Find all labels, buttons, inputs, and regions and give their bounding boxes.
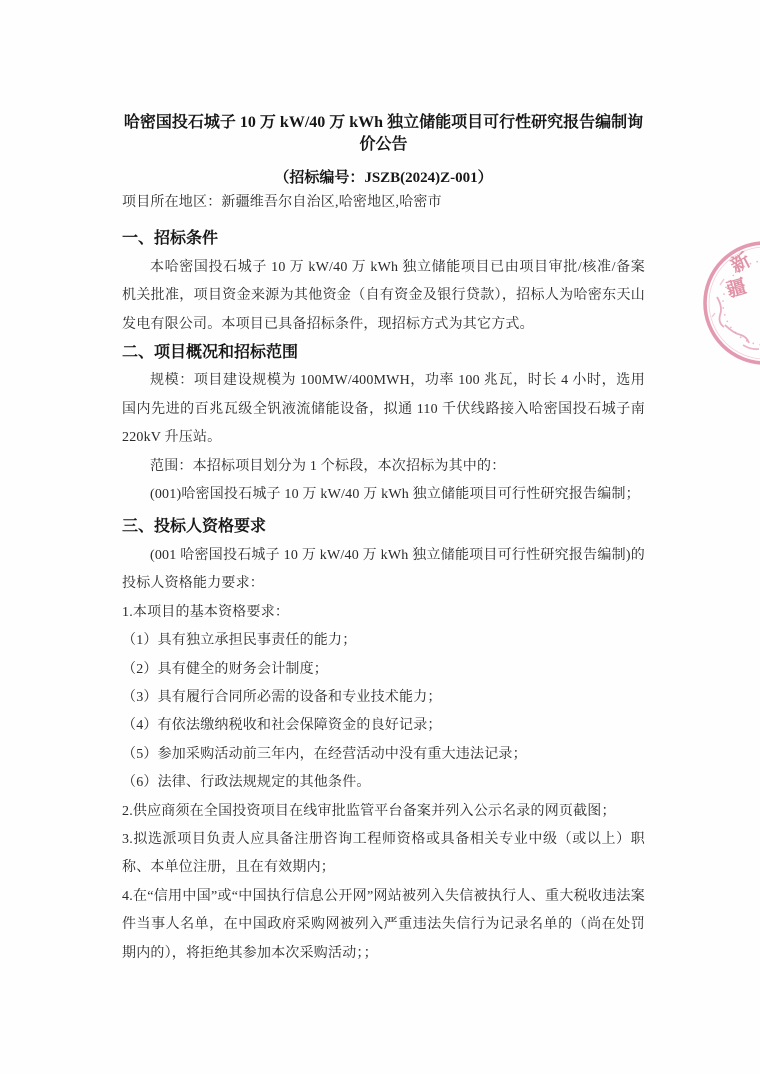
requirement-clause-2: 2.供应商须在全国投资项目在线审批监管平台备案并列入公示名录的网页截图； xyxy=(122,803,616,819)
requirement-item-3: （3）具有履行合同所必需的设备和专业技术能力； xyxy=(122,689,442,705)
requirement-item-1: （1）具有独立承担民事责任的能力； xyxy=(122,633,357,649)
section1-paragraph: 本哈密国投石城子 10 万 kW/40 万 kWh 独立储能项目已由项目审批/核准/备案机关批准，项目资金来源为其他资金（自有资金及银行贷款），招标人为哈密东天山发电有限公司。本项目已具备招标条件，现招标方式为其它方式。 xyxy=(122,259,645,332)
requirement-item-4: （4）有依法缴纳税收和社会保障资金的良好记录； xyxy=(122,718,442,734)
seal-char-1: 新 xyxy=(727,249,755,278)
requirement-clause-4: 4.在“信用中国”或“中国执行信息公开网”网站被列入失信被执行人、重大税收违法案件当事人名单，在中国政府采购网被列入严重违法失信行为记录名单的（尚在处罚期内的），将拒绝其参加本次采购活动；； xyxy=(122,888,645,961)
project-location-line: 项目所在地区：新疆维吾尔自治区,哈密地区,哈密市 xyxy=(122,195,442,210)
lot-001-paragraph: (001)哈密国投石城子 10 万 kW/40 万 kWh 独立储能项目可行性研究报告编制； xyxy=(150,487,640,503)
seal-char-2: 疆 xyxy=(724,276,749,302)
document-body xyxy=(122,112,645,968)
requirement-item-2: （2）具有健全的财务会计制度； xyxy=(122,661,328,677)
requirement-clause-3: 3.拟选派项目负责人应具备注册咨询工程师资格或具备相关专业中级（或以上）职称、本单位注册，且在有效期内； xyxy=(122,831,645,876)
scope-paragraph: 范围：本招标项目划分为 1 个标段，本次招标为其中的： xyxy=(150,458,506,474)
qualification-intro-paragraph: (001 哈密国投石城子 10 万 kW/40 万 kWh 独立储能项目可行性研究报告编制)的投标人资格能力要求： xyxy=(122,547,645,592)
requirement-item-5: （5）参加采购活动前三年内，在经营活动中没有重大违法记录； xyxy=(122,746,527,762)
scale-paragraph: 规模：项目建设规模为 100MW/400MWH，功率 100 兆瓦，时长 4 小时，选用国内先进的百兆瓦级全钒液流储能设备，拟通 110 千伏线路接入哈密国投石城子南 220kV 升压站。 xyxy=(122,373,645,446)
seal-graphics xyxy=(705,243,760,363)
basic-requirements-label: 1.本项目的基本资格要求： xyxy=(122,604,290,620)
tender-number: （招标编号：JSZB(2024)Z-001） xyxy=(274,170,493,186)
requirement-item-6: （6）法律、行政法规规定的其他条件。 xyxy=(122,775,371,791)
section-heading-3: 三、投标人资格要求 xyxy=(122,518,267,536)
document-title: 哈密国投石城子 10 万 kW/40 万 kWh 独立储能项目可行性研究报告编制询价公告 xyxy=(123,114,644,153)
official-seal-icon xyxy=(695,235,760,375)
section-heading-1: 一、招标条件 xyxy=(122,230,219,248)
section-heading-2: 二、项目概况和招标范围 xyxy=(122,344,299,362)
